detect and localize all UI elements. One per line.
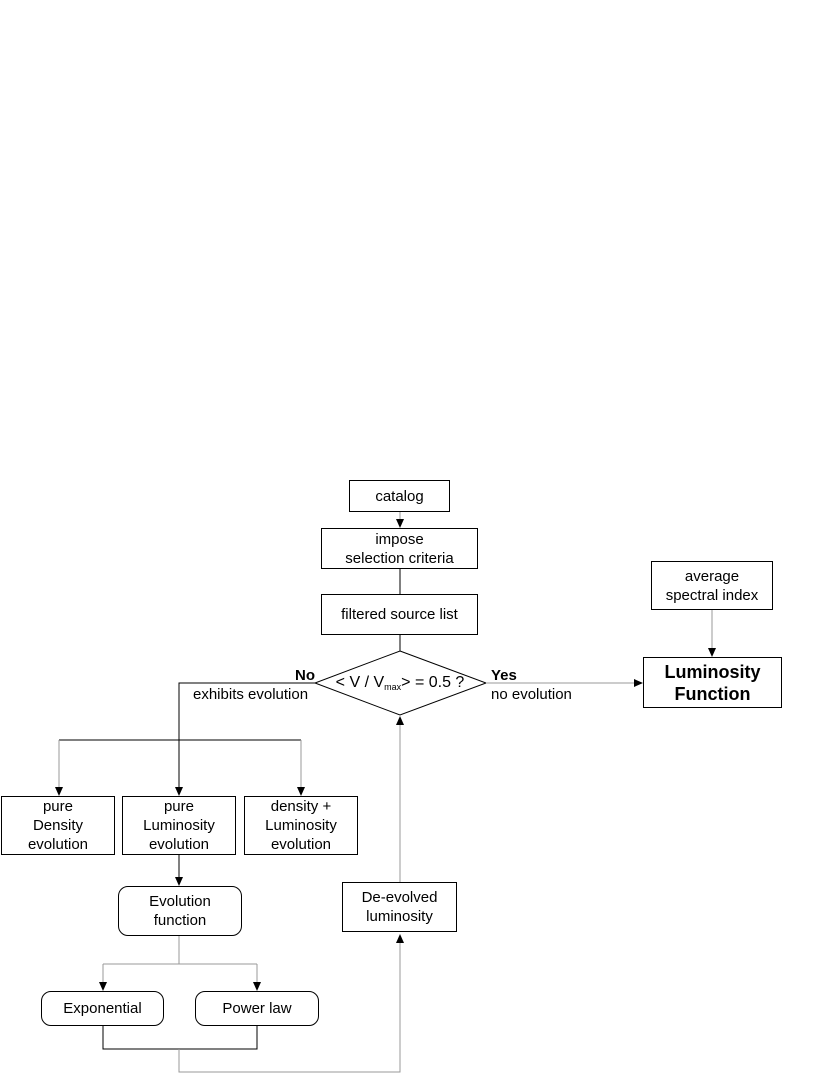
pure-luminosity-node: [122, 796, 236, 855]
luminosity-function-node: [643, 657, 782, 708]
luminosity-function-label: Luminosity Function: [664, 661, 761, 704]
evolution-function-label: Evolution function: [149, 893, 211, 929]
no-evolution-label: no evolution: [491, 686, 572, 703]
catalog-node: [349, 480, 450, 512]
filtered-source-label: filtered source list: [341, 606, 458, 623]
exponential-label: Exponential: [63, 1000, 142, 1017]
exhibits-evolution-label: exhibits evolution: [193, 686, 309, 703]
impose-criteria-label: impose selection criteria: [345, 530, 454, 567]
pure-density-label: pure Density evolution: [27, 798, 89, 853]
yes-label: Yes: [491, 667, 517, 684]
impose-criteria-node: [321, 528, 478, 569]
average-spectral-index-node: [651, 561, 773, 610]
pure-density-node: [1, 796, 115, 855]
evolution-function-node: [118, 886, 242, 936]
de-evolved-luminosity-label: De-evolved luminosity: [361, 889, 438, 925]
density-luminosity-node: [244, 796, 358, 855]
pure-luminosity-label: pure Luminosity evolution: [143, 798, 215, 853]
power-law-label: Power law: [222, 1000, 292, 1017]
decision-label: < $V / V_{max}> = 0.5$ ?: [335, 674, 465, 692]
filtered-source-node: [321, 594, 478, 635]
power-law-node: [195, 991, 319, 1026]
exponential-node: [41, 991, 164, 1026]
catalog-label: catalog: [375, 487, 424, 505]
no-label: No: [295, 667, 315, 684]
average-spectral-index-label: average spectral index: [665, 567, 759, 604]
density-luminosity-label: density + Luminosity evolution: [265, 798, 337, 853]
de-evolved-luminosity-node: [342, 882, 457, 932]
